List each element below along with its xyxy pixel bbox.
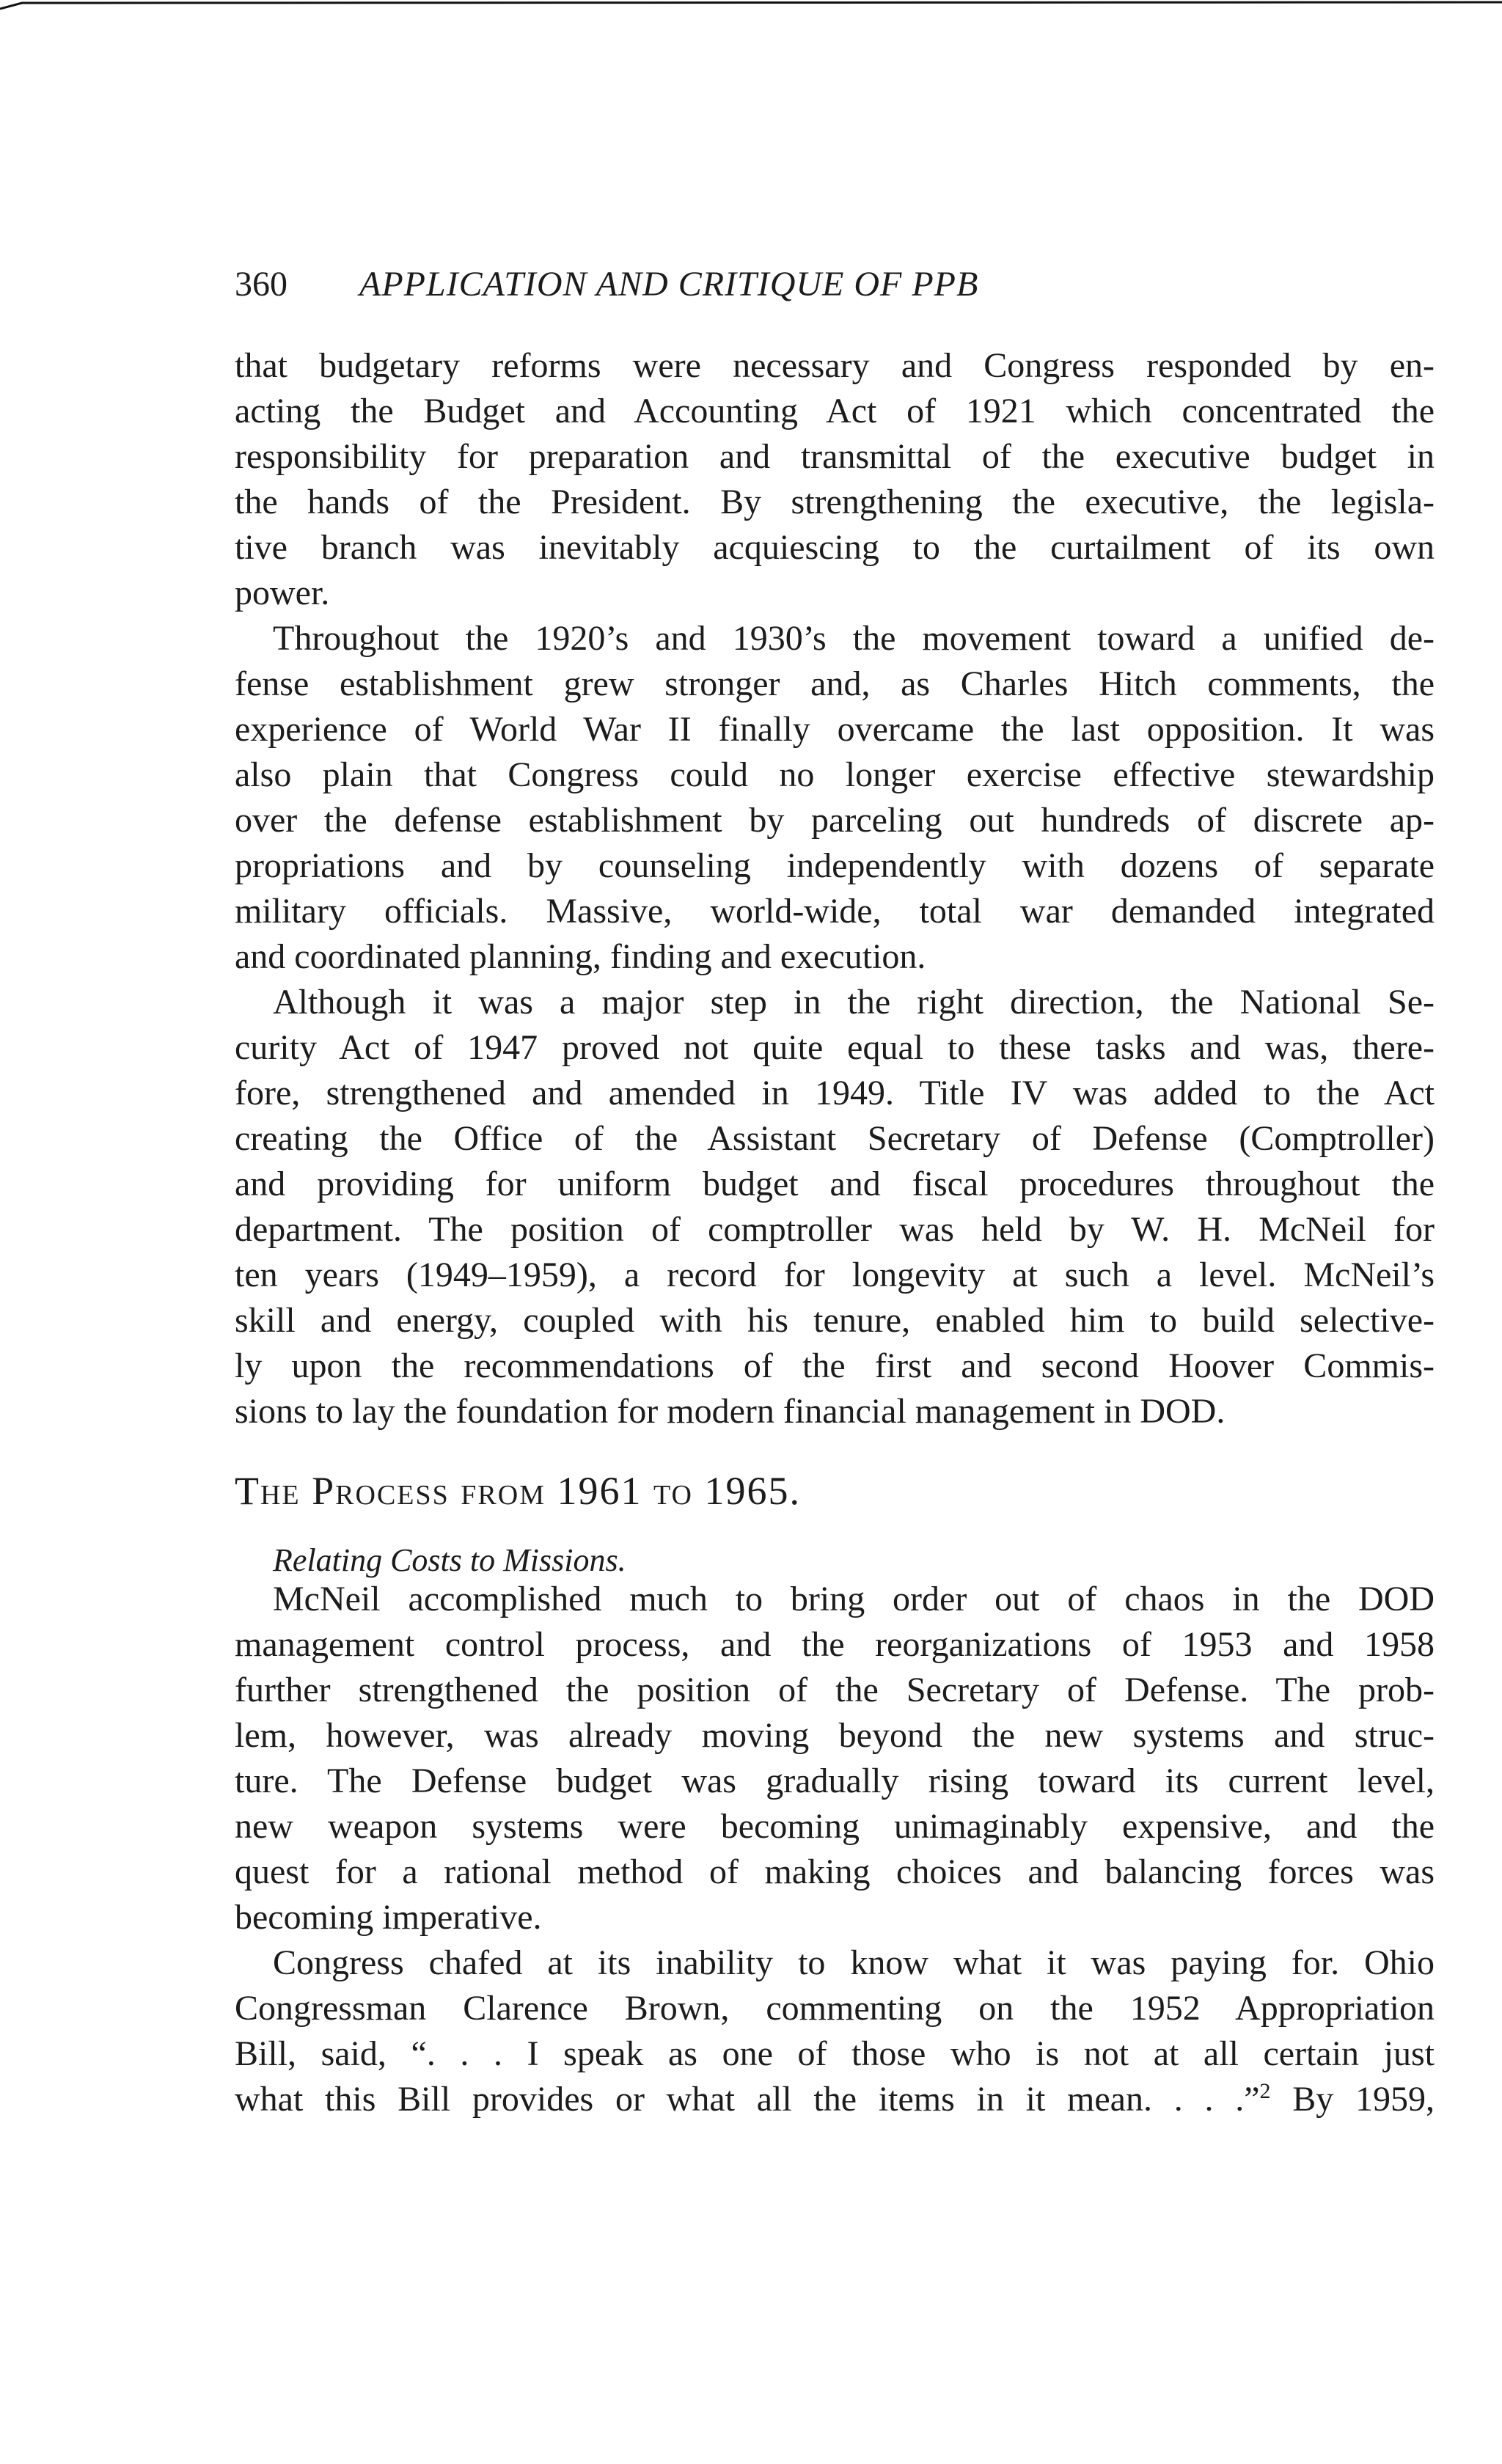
text-line: curity Act of 1947 proved not quite equal to these tasks and was, there- [235,1028,1435,1067]
text-line: ture. The Defense budget was gradually rising toward its current level, [235,1761,1435,1800]
text-line: becoming imperative. [235,1898,542,1937]
scan-edge-line [0,0,1502,10]
text-fragment: what this Bill provides or what all the items in it mean. . . .” [235,2080,1260,2119]
text-line: power. [235,573,330,612]
paragraph-1 [235,343,1435,616]
page-number: 360 [235,265,287,304]
text-line: skill and energy, coupled with his tenure, enabled him to build selective- [235,1301,1435,1340]
text-line: Bill, said, “. . . I speak as one of those who is not at all certain just [235,2034,1435,2073]
text-line: Throughout the 1920’s and 1930’s the movement toward a unified de- [273,619,1435,658]
text-line: the hands of the President. By strengthening the executive, the legisla- [235,483,1435,521]
paragraph-2 [235,616,1435,980]
paragraph-3 [235,980,1435,1434]
text-line: that budgetary reforms were necessary and Congress responded by en- [235,346,1435,385]
text-line: department. The position of comptroller was held by W. H. McNeil for [235,1210,1435,1249]
text-line: creating the Office of the Assistant Secretary of Defense (Comptroller) [235,1119,1435,1158]
section-heading: The Process from 1961 to 1965. [235,1469,801,1513]
footnote-ref: 2 [1259,2079,1271,2103]
text-line: acting the Budget and Accounting Act of 1921 which concentrated the [235,392,1435,430]
page-header [235,263,1437,307]
text-line: lem, however, was already moving beyond the new systems and struc- [235,1716,1435,1755]
text-line: Congress chafed at its inability to know what it was paying for. Ohio [273,1943,1435,1982]
text-line: and providing for uniform budget and fiscal procedures throughout the [235,1165,1435,1203]
text-line: further strengthened the position of the Secretary of Defense. The prob- [235,1671,1435,1709]
text-line: propriations and by counseling independently with dozens of separate [235,846,1435,885]
text-line: tive branch was inevitably acquiescing to the curtailment of its own [235,528,1435,567]
text-line: and coordinated planning, finding and execution. [235,937,926,976]
running-title: APPLICATION AND CRITIQUE OF PPB [359,265,979,304]
text-line: ten years (1949–1959), a record for longevity at such a level. McNeil’s [235,1255,1435,1294]
text-line: Congressman Clarence Brown, commenting on the 1952 Appropriation [235,1989,1435,2028]
text-line: Although it was a major step in the right direction, the National Se- [273,983,1435,1022]
text-line-with-footnote [235,2077,1435,2122]
text-line: also plain that Congress could no longer exercise effective stewardship [235,755,1435,794]
text-fragment: By 1959, [1270,2080,1435,2119]
text-line: McNeil accomplished much to bring order out of chaos in the DOD [273,1580,1435,1618]
text-line: fore, strengthened and amended in 1949. Title IV was added to the Act [235,1074,1435,1112]
text-line: fense establishment grew stronger and, as Charles Hitch comments, the [235,664,1435,703]
subsection-heading: Relating Costs to Missions. [273,1542,626,1578]
text-line: ly upon the recommendations of the first and second Hoover Commis- [235,1346,1435,1385]
section-paragraph-1 [235,1577,1435,1940]
text-line: military officials. Massive, world-wide, total war demanded integrated [235,892,1435,931]
text-line: quest for a rational method of making choices and balancing forces was [235,1852,1435,1891]
text-line: new weapon systems were becoming unimaginably expensive, and the [235,1807,1435,1846]
text-line: management control process, and the reorganizations of 1953 and 1958 [235,1625,1435,1664]
text-line: experience of World War II finally overcame the last opposition. It was [235,710,1435,749]
text-line: over the defense establishment by parceling out hundreds of discrete ap- [235,801,1435,840]
text-line: sions to lay the foundation for modern financial management in DOD. [235,1392,1226,1431]
section-paragraph-2 [235,1940,1435,2122]
text-line: responsibility for preparation and transmittal of the executive budget in [235,437,1435,476]
